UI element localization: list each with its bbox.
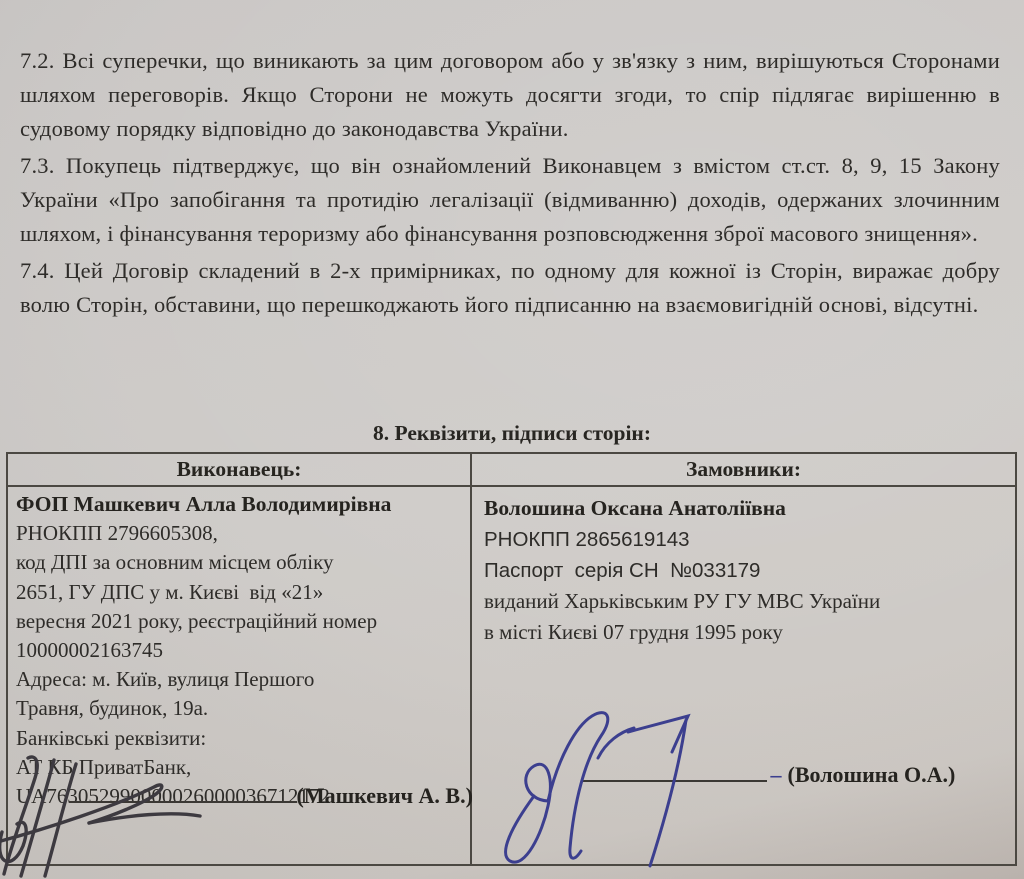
executor-tax-office-line1: код ДПІ за основним місцем обліку bbox=[16, 550, 334, 575]
clause-7-2: 7.2. Всі суперечки, що виникають за цим договором або у зв'язку з ним, вирішуються Сторонами шляхом переговорів. Якщо Сторони не можуть досягти згоди, то спір підлягає вирішенню в судовому порядку відповідно до законодавства України. bbox=[20, 48, 1000, 141]
customer-signature-row bbox=[528, 728, 955, 822]
customer-signature-line bbox=[581, 779, 767, 782]
customer-name: Волошина Оксана Анатоліївна bbox=[484, 496, 786, 520]
executor-rnokpp: РНОКПП 2796605308, bbox=[16, 521, 218, 546]
executor-registration-line1: вересня 2021 року, реєстраційний номер bbox=[16, 608, 378, 633]
header-customer: Замовники: bbox=[686, 457, 801, 481]
customer-passport-issued-line1: виданий Харьківським РУ ГУ МВС України bbox=[484, 589, 881, 613]
executor-signature-row bbox=[16, 751, 473, 840]
executor-signature-line bbox=[69, 800, 297, 803]
section-8-heading: 8. Реквізити, підписи сторін: bbox=[373, 421, 651, 445]
executor-address-line2: Травня, будинок, 19а. bbox=[16, 696, 209, 721]
executor-registration-number: 10000002163745 bbox=[16, 638, 163, 663]
header-executor: Виконавець: bbox=[8, 454, 472, 485]
executor-address-line1: Адреса: м. Київ, вулиця Першого bbox=[16, 667, 315, 692]
table-header-row bbox=[8, 454, 1015, 487]
customer-signature-dash: – bbox=[770, 762, 782, 787]
customer-cell bbox=[472, 487, 1015, 864]
clause-7-4: 7.4. Цей Договір складений в 2-х примірниках, по одному для кожної із Сторін, виражає добру волю Сторін, обставини, що перешкоджають його підписанню на взаємовигідній основі, відсутні. bbox=[20, 258, 1000, 317]
executor-tax-office-line2: 2651, ГУ ДПС у м. Києві від «21» bbox=[16, 579, 324, 604]
table-body-row bbox=[8, 487, 1015, 864]
requisites-table bbox=[6, 452, 1017, 866]
contract-clauses bbox=[20, 44, 1000, 325]
clause-7-3: 7.3. Покупець підтверджує, що він ознайомлений Виконавцем з вмістом ст.ст. 8, 9, 15 Закону України «Про запобігання та протидію легалізації (відмиванню) доходів, одержаних злочинним шляхом, і фінансування тероризму або фінансування розповсюдження зброї масового знищення». bbox=[20, 153, 1000, 246]
customer-passport: Паспорт серія СН №033179 bbox=[484, 559, 761, 582]
executor-signature-label: (Машкевич А. В.) bbox=[296, 782, 473, 808]
customer-signature-label: (Волошина О.А.) bbox=[787, 762, 956, 787]
executor-bank-details-label: Банківські реквізити: bbox=[16, 725, 207, 750]
customer-passport-issued-line2: в місті Києві 07 грудня 1995 року bbox=[484, 620, 783, 644]
executor-cell bbox=[8, 487, 472, 864]
executor-name: ФОП Машкевич Алла Володимирівна bbox=[16, 492, 392, 516]
customer-rnokpp: РНОКПП 2865619143 bbox=[484, 528, 690, 551]
executor-iban: UA763052990000026000036712172 bbox=[16, 784, 330, 809]
executor-bank-name: АТ КБ ПриватБанк, bbox=[16, 754, 192, 779]
